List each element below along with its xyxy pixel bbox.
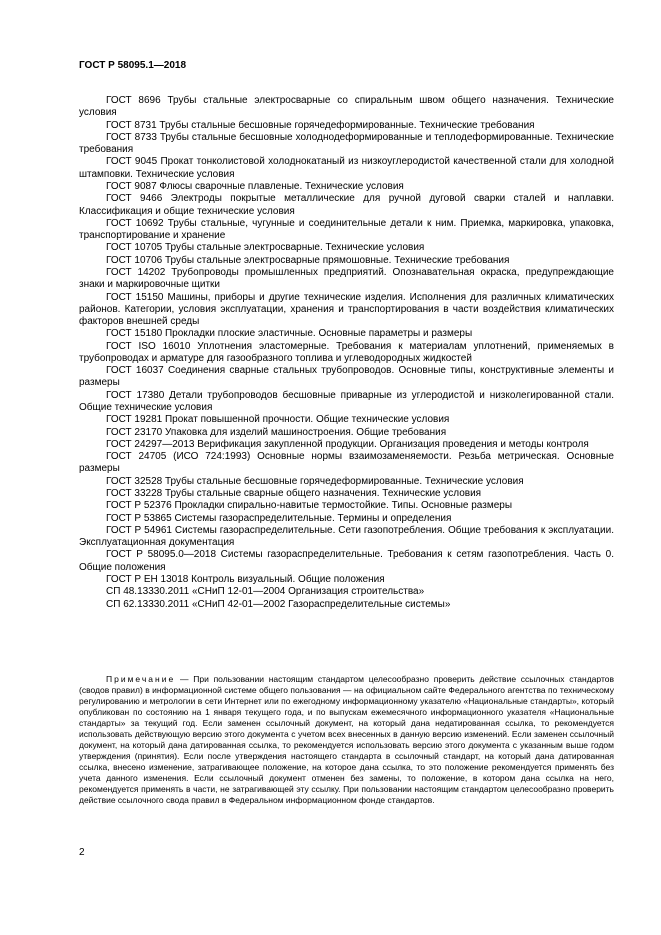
reference-item: ГОСТ 8733 Трубы стальные бесшовные холоднодеформированные и теплодеформированные. Технические требования (79, 131, 614, 156)
reference-item: ГОСТ 19281 Прокат повышенной прочности. Общие технические условия (106, 414, 450, 426)
reference-item: ГОСТ ISO 16010 Уплотнения эластомерные. Требования к материалам уплотнений, применяемых в трубопроводах и арматуре для газообразного топлива и углеводородных жидкостей (79, 340, 614, 364)
reference-item: ГОСТ 15180 Прокладки плоские эластичные. Основные параметры и размеры (106, 328, 473, 340)
reference-item: СП 62.13330.2011 «СНиП 42-01—2002 Газораспределительные системы» (106, 598, 451, 610)
reference-item: ГОСТ Р 58095.0—2018 Системы газораспределительные. Требования к сетям газопотребления. Часть 0. Общие положения (79, 549, 614, 573)
reference-item: ГОСТ 32528 Трубы стальные бесшовные горячедеформированные. Технические условия (106, 475, 524, 487)
reference-item: ГОСТ 8696 Трубы стальные электросварные со спиральным швом общего назначения. Технические условия (79, 95, 614, 119)
reference-item: ГОСТ 16037 Соединения сварные стальных трубопроводов. Основные типы, конструктивные элементы и размеры (79, 365, 614, 389)
reference-item: ГОСТ Р 54961 Системы газораспределительные. Сети газопотребления. Общие требования к эксплуатации. Эксплуатационная документация (79, 524, 614, 549)
normative-references-list (79, 95, 614, 611)
reference-item: ГОСТ 9087 Флюсы сварочные плавленые. Технические условия (106, 180, 404, 192)
reference-item: ГОСТ 17380 Детали трубопроводов бесшовные приварные из углеродистой и низколегированной стали. Общие технические условия (79, 389, 614, 414)
reference-item: ГОСТ 23170 Упаковка для изделий машиностроения. Общие требования (106, 426, 447, 438)
reference-item: ГОСТ 9045 Прокат тонколистовой холоднокатаный из низкоуглеродистой качественной стали для холодной штамповки. Технические условия (79, 156, 614, 180)
reference-item: ГОСТ Р 53865 Системы газораспределительные. Термины и определения (106, 512, 452, 524)
reference-item: ГОСТ 8731 Трубы стальные бесшовные горячедеформированные. Технические требования (106, 119, 535, 131)
reference-item: СП 48.13330.2011 «СНиП 12-01—2004 Организация строительства» (106, 586, 425, 598)
note-separator: — (175, 674, 194, 684)
reference-item: ГОСТ Р ЕН 13018 Контроль визуальный. Общие положения (106, 573, 385, 585)
note-label: Примечание (106, 674, 176, 684)
reference-item: ГОСТ 24705 (ИСО 724:1993) Основные нормы взаимозаменяемости. Резьба метрическая. Основные размеры (79, 451, 614, 475)
reference-item: ГОСТ 10706 Трубы стальные электросварные прямошовные. Технические требования (106, 254, 510, 266)
reference-item: ГОСТ Р 52376 Прокладки спирально-навитые термостойкие. Типы. Основные размеры (106, 500, 513, 512)
reference-item: ГОСТ 14202 Трубопроводы промышленных предприятий. Опознавательная окраска, предупреждающие знаки и маркировочные щитки (79, 266, 614, 291)
reference-item: ГОСТ 10692 Трубы стальные, чугунные и соединительные детали к ним. Приемка, маркировка, упаковка, транспортирование и хранение (79, 217, 614, 242)
reference-item: ГОСТ 9466 Электроды покрытые металлические для ручной дуговой сварки сталей и наплавки. Классификация и общие технические условия (79, 193, 614, 217)
note-text: При пользовании настоящим стандартом целесообразно проверить действие ссылочных стандартов (сводов правил) в информационной системе общего пользования — на официальном сайте Федерального агентства по техническому регулированию и метрологии в сети Интернет или по ежегодному информационному указателю «Национальные стандарты», который опубликован по состоянию на 1 января текущего года, и по выпускам ежемесячного информационного указателя «Национальные стандарты» за текущий год. Если заменен ссылочный документ, на который дана недатированная ссылка, то рекомендуется использовать действующую версию этого документа с учетом всех внесенных в данную версию изменений. Если заменен ссылочный документ, на который дана датированная ссылка, то рекомендуется использовать версию этого документа с указанным выше годом утверждения (принятия). Если после утверждения настоящего стандарта в ссылочный стандарт, на который дана датированная ссылка, внесено изменение, затрагивающее положение, на которое дана ссылка, то это положение рекомендуется применять без учета данного изменения. Если ссылочный документ отменен без замены, то положение, в котором дана ссылка на него, рекомендуется применять в части, не затрагивающей эту ссылку. При пользовании настоящим стандартом целесообразно проверить действие ссылочного свода правил в Федеральном информационном фонде стандартов. (79, 674, 614, 805)
reference-item: ГОСТ 33228 Трубы стальные сварные общего назначения. Технические условия (106, 488, 482, 499)
note-paragraph (79, 674, 614, 806)
reference-item: ГОСТ 15150 Машины, приборы и другие технические изделия. Исполнения для различных климатических районов. Категории, условия эксплуатации, хранения и транспортирования в части воздействия климатических факторов внешней среды (79, 291, 614, 328)
document-header-code: ГОСТ Р 58095.1—2018 (79, 60, 187, 71)
page-number: 2 (79, 847, 85, 858)
reference-item: ГОСТ 10705 Трубы стальные электросварные. Технические условия (106, 242, 425, 254)
reference-item: ГОСТ 24297—2013 Верификация закупленной продукции. Организация проведения и методы контроля (106, 438, 589, 450)
